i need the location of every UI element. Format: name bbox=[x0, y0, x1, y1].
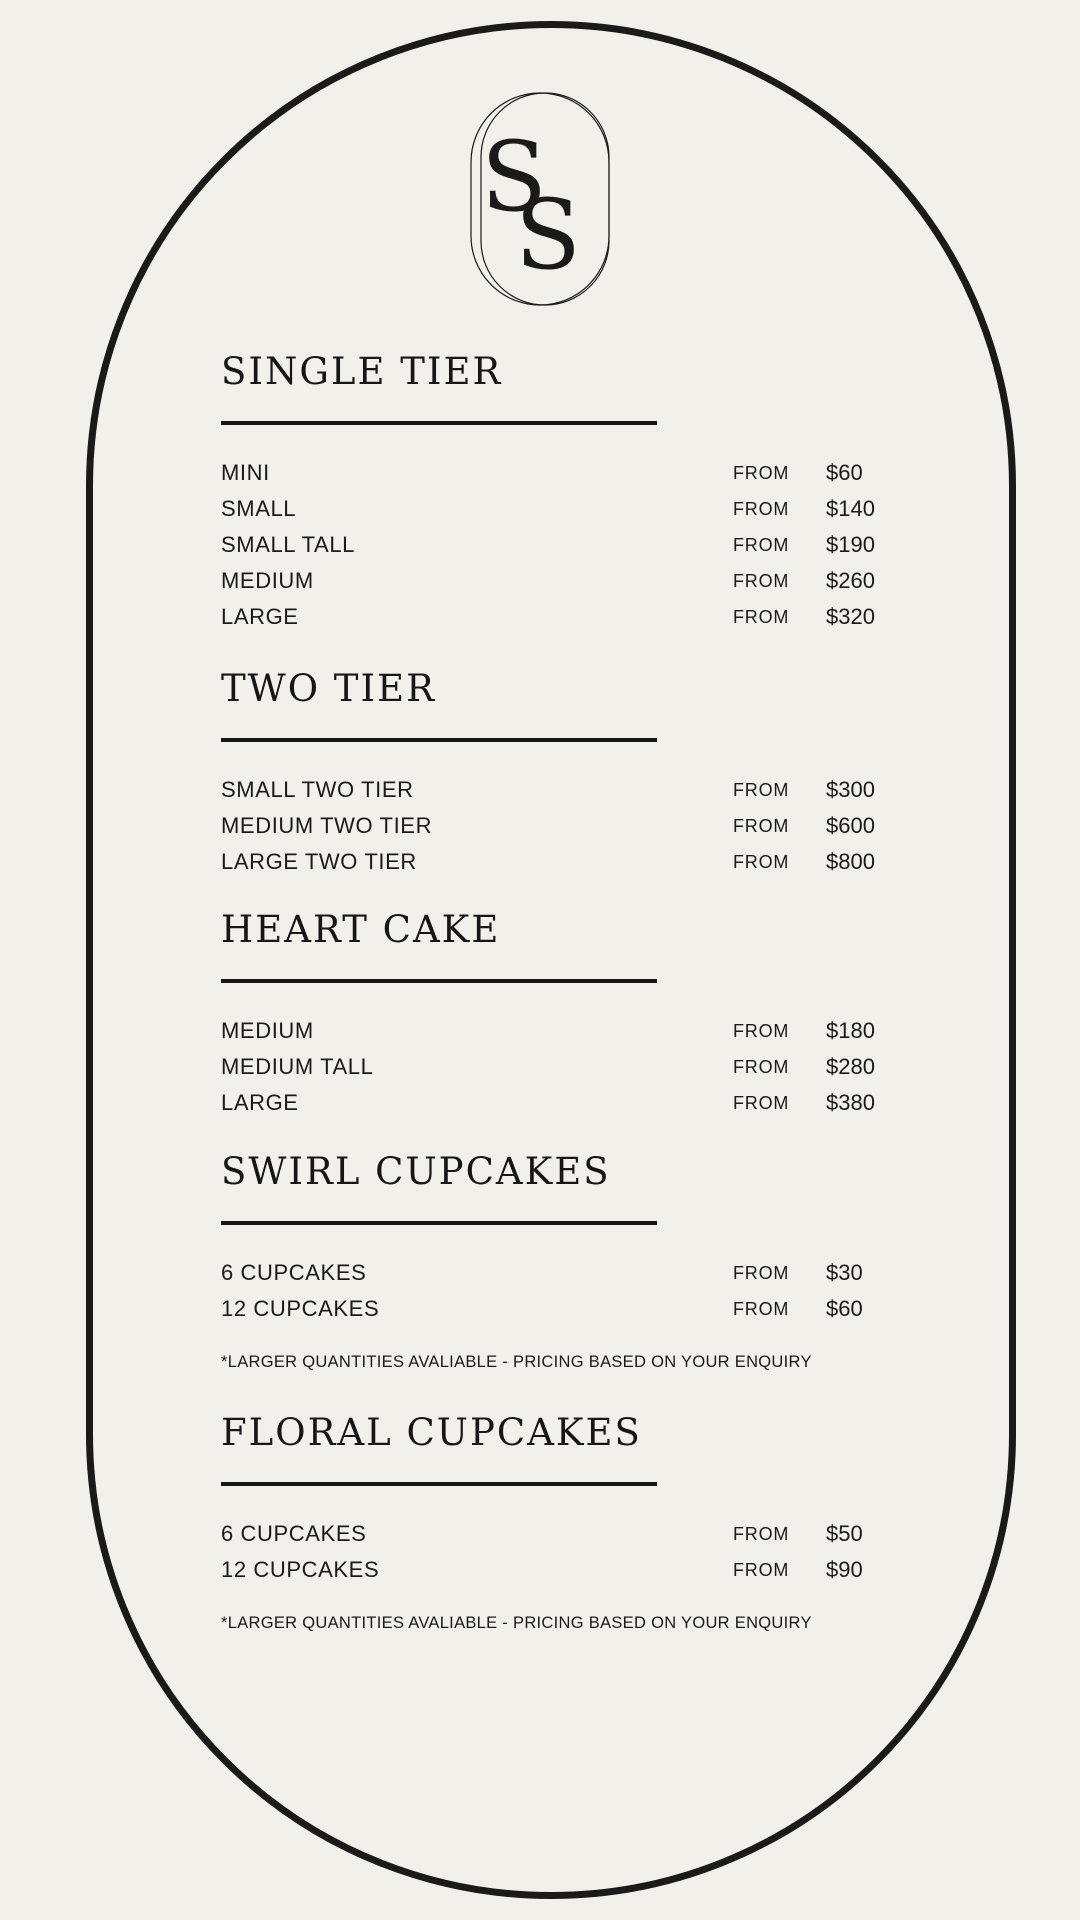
price-list bbox=[221, 1516, 881, 1588]
item-price: $60 bbox=[826, 460, 863, 485]
from-label: FROM bbox=[733, 1299, 790, 1319]
item-name: SMALL bbox=[221, 496, 297, 521]
list-item bbox=[221, 844, 881, 880]
from-label: FROM bbox=[733, 607, 790, 627]
section-heart-cake bbox=[221, 908, 881, 1121]
from-label: FROM bbox=[733, 1093, 790, 1113]
from-label: FROM bbox=[733, 499, 790, 519]
section-divider bbox=[221, 1221, 657, 1225]
item-price: $180 bbox=[826, 1018, 875, 1043]
from-label: FROM bbox=[733, 780, 790, 800]
list-item bbox=[221, 1255, 881, 1291]
from-label: FROM bbox=[733, 1560, 790, 1580]
item-name: LARGE TWO TIER bbox=[221, 849, 417, 874]
section-title: TWO TIER bbox=[221, 667, 436, 710]
section-title: SINGLE TIER bbox=[221, 350, 503, 393]
list-item bbox=[221, 1291, 881, 1327]
section-divider bbox=[221, 421, 657, 425]
from-label: FROM bbox=[733, 463, 790, 483]
item-price: $600 bbox=[826, 813, 875, 838]
item-name: MEDIUM TALL bbox=[221, 1054, 374, 1079]
quantity-note: *LARGER QUANTITIES AVALIABLE - PRICING BASED ON YOUR ENQUIRY bbox=[221, 1353, 812, 1371]
item-price: $140 bbox=[826, 496, 875, 521]
from-label: FROM bbox=[733, 1263, 790, 1283]
item-name: LARGE bbox=[221, 1090, 299, 1115]
section-divider bbox=[221, 979, 657, 983]
list-item bbox=[221, 491, 881, 527]
monogram-logo bbox=[470, 92, 610, 306]
section-two-tier bbox=[221, 667, 881, 880]
item-price: $90 bbox=[826, 1557, 863, 1582]
item-name: LARGE bbox=[221, 604, 299, 629]
item-price: $320 bbox=[826, 604, 875, 629]
item-price: $800 bbox=[826, 849, 875, 874]
item-price: $30 bbox=[826, 1260, 863, 1285]
section-swirl-cupcakes bbox=[221, 1150, 881, 1372]
from-label: FROM bbox=[733, 816, 790, 836]
item-name: SMALL TWO TIER bbox=[221, 777, 414, 802]
item-name: MEDIUM TWO TIER bbox=[221, 813, 433, 838]
price-list bbox=[221, 455, 881, 635]
item-name: SMALL TALL bbox=[221, 532, 355, 557]
section-floral-cupcakes bbox=[221, 1411, 881, 1633]
price-list bbox=[221, 772, 881, 880]
item-price: $50 bbox=[826, 1521, 863, 1546]
list-item bbox=[221, 1516, 881, 1552]
section-title: FLORAL CUPCAKES bbox=[221, 1411, 642, 1454]
item-name: 6 CUPCAKES bbox=[221, 1260, 367, 1285]
section-title: SWIRL CUPCAKES bbox=[221, 1150, 611, 1193]
section-divider bbox=[221, 1482, 657, 1486]
section-divider bbox=[221, 738, 657, 742]
item-price: $190 bbox=[826, 532, 875, 557]
from-label: FROM bbox=[733, 852, 790, 872]
item-name: 12 CUPCAKES bbox=[221, 1296, 380, 1321]
item-name: MEDIUM bbox=[221, 1018, 314, 1043]
item-price: $260 bbox=[826, 568, 875, 593]
item-name: 12 CUPCAKES bbox=[221, 1557, 380, 1582]
item-price: $300 bbox=[826, 777, 875, 802]
monogram-icon bbox=[470, 92, 610, 306]
list-item bbox=[221, 1085, 881, 1121]
list-item bbox=[221, 772, 881, 808]
quantity-note: *LARGER QUANTITIES AVALIABLE - PRICING BASED ON YOUR ENQUIRY bbox=[221, 1614, 812, 1632]
from-label: FROM bbox=[733, 571, 790, 591]
section-single-tier bbox=[221, 350, 881, 635]
item-price: $380 bbox=[826, 1090, 875, 1115]
price-list bbox=[221, 1255, 881, 1327]
from-label: FROM bbox=[733, 1057, 790, 1077]
from-label: FROM bbox=[733, 1021, 790, 1041]
list-item bbox=[221, 1552, 881, 1588]
from-label: FROM bbox=[733, 1524, 790, 1544]
item-name: MEDIUM bbox=[221, 568, 314, 593]
list-item bbox=[221, 808, 881, 844]
svg-text:S: S bbox=[515, 179, 581, 291]
list-item bbox=[221, 599, 881, 635]
from-label: FROM bbox=[733, 535, 790, 555]
svg-text:S: S bbox=[481, 121, 547, 233]
list-item bbox=[221, 563, 881, 599]
price-list bbox=[221, 1013, 881, 1121]
section-title: HEART CAKE bbox=[221, 908, 501, 951]
list-item bbox=[221, 527, 881, 563]
item-price: $60 bbox=[826, 1296, 863, 1321]
list-item bbox=[221, 1049, 881, 1085]
item-price: $280 bbox=[826, 1054, 875, 1079]
list-item bbox=[221, 455, 881, 491]
item-name: MINI bbox=[221, 460, 270, 485]
list-item bbox=[221, 1013, 881, 1049]
item-name: 6 CUPCAKES bbox=[221, 1521, 367, 1546]
